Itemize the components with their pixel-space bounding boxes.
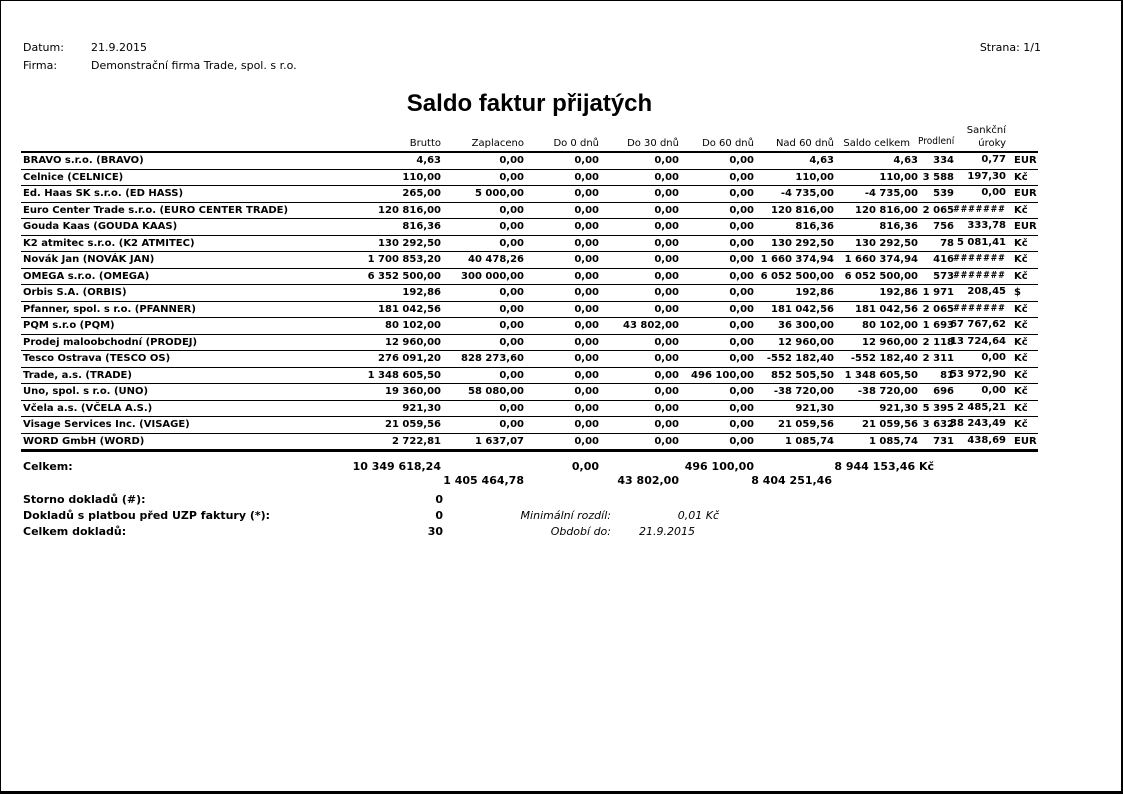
cell-nad60: 110,00 bbox=[754, 169, 834, 186]
header-do0: Do 0 dnů bbox=[524, 124, 599, 152]
cell-do0: 0,00 bbox=[524, 186, 599, 203]
cell-sankcni bbox=[950, 367, 1006, 384]
cell-sankcni bbox=[950, 334, 1006, 351]
cell-sankcni bbox=[954, 235, 1006, 252]
cell-prodleni: 2 065 bbox=[918, 301, 954, 318]
cell-currency: Kč bbox=[1006, 384, 1038, 401]
cell-currency: Kč bbox=[1006, 417, 1038, 434]
table-row bbox=[21, 400, 1038, 417]
cell-saldo: -552 182,40 bbox=[834, 351, 918, 368]
cell-do0: 0,00 bbox=[524, 268, 599, 285]
cell-zaplaceno: 828 273,60 bbox=[441, 351, 524, 368]
cell-do30: 0,00 bbox=[599, 186, 679, 203]
table-row bbox=[21, 202, 1038, 219]
cell-brutto: 4,63 bbox=[361, 152, 441, 169]
totals-zaplaceno: 1 405 464,78 bbox=[443, 474, 524, 487]
cell-partner-name: K2 atmitec s.r.o. (K2 ATMITEC) bbox=[21, 235, 361, 252]
doc-count-label: Celkem dokladů: bbox=[23, 525, 127, 538]
cell-prodleni: 573 bbox=[918, 268, 954, 285]
cell-sankcni-value: ####### bbox=[953, 302, 1006, 314]
cell-partner-name: Gouda Kaas (GOUDA KAAS) bbox=[21, 219, 361, 236]
cell-saldo: 4,63 bbox=[834, 152, 918, 169]
table-row bbox=[21, 301, 1038, 318]
cell-sankcni bbox=[954, 252, 1006, 269]
cell-sankcni-value: 0,00 bbox=[981, 352, 1006, 363]
cell-do60: 0,00 bbox=[679, 400, 754, 417]
cell-partner-name: Včela a.s. (VČELA A.S.) bbox=[21, 400, 361, 417]
cell-do0: 0,00 bbox=[524, 152, 599, 169]
cell-brutto: 265,00 bbox=[361, 186, 441, 203]
cell-sankcni-value: 197,30 bbox=[967, 170, 1006, 182]
cell-nad60: -4 735,00 bbox=[754, 186, 834, 203]
cell-partner-name: Prodej maloobchodní (PRODEJ) bbox=[21, 334, 361, 351]
cell-brutto: 192,86 bbox=[361, 285, 441, 302]
cell-brutto: 80 102,00 bbox=[361, 318, 441, 335]
cell-sankcni-value: ####### bbox=[953, 253, 1006, 264]
header-zaplaceno: Zaplaceno bbox=[441, 124, 524, 152]
cell-do30: 0,00 bbox=[599, 433, 679, 451]
cell-do60: 0,00 bbox=[679, 169, 754, 186]
cell-sankcni-value: ####### bbox=[953, 269, 1006, 281]
cell-zaplaceno: 0,00 bbox=[441, 334, 524, 351]
cell-brutto: 21 059,56 bbox=[361, 417, 441, 434]
cell-sankcni-value: 38 243,49 bbox=[950, 418, 1006, 429]
cell-do60: 0,00 bbox=[679, 252, 754, 269]
summary-section bbox=[21, 493, 1038, 543]
cell-saldo: 1 348 605,50 bbox=[834, 367, 918, 384]
cell-nad60: 192,86 bbox=[754, 285, 834, 302]
cell-zaplaceno: 300 000,00 bbox=[441, 268, 524, 285]
cell-do60: 0,00 bbox=[679, 334, 754, 351]
cell-do60: 496 100,00 bbox=[679, 367, 754, 384]
cell-prodleni: 78 bbox=[918, 235, 954, 252]
cell-sankcni bbox=[954, 169, 1006, 186]
cell-saldo: 181 042,56 bbox=[834, 301, 918, 318]
cell-zaplaceno: 0,00 bbox=[441, 417, 524, 434]
cell-brutto: 6 352 500,00 bbox=[361, 268, 441, 285]
totals-section bbox=[21, 456, 1038, 490]
table-row bbox=[21, 169, 1038, 186]
cell-sankcni bbox=[954, 351, 1006, 368]
cell-do30: 0,00 bbox=[599, 351, 679, 368]
cell-currency: Kč bbox=[1006, 400, 1038, 417]
cell-nad60: 921,30 bbox=[754, 400, 834, 417]
cell-do30: 0,00 bbox=[599, 301, 679, 318]
cell-currency: Kč bbox=[1006, 268, 1038, 285]
header-sankcni-line1: Sankční bbox=[966, 125, 1006, 136]
cell-do0: 0,00 bbox=[524, 219, 599, 236]
cell-do60: 0,00 bbox=[679, 235, 754, 252]
cell-sankcni-value: 13 724,64 bbox=[950, 335, 1006, 347]
cell-partner-name: Ed. Haas SK s.r.o. (ED HASS) bbox=[21, 186, 361, 203]
obdobi-value: 21.9.2015 bbox=[639, 525, 695, 538]
cell-brutto: 816,36 bbox=[361, 219, 441, 236]
min-rozdil-label: Minimální rozdíl: bbox=[520, 509, 611, 522]
cell-partner-name: Orbis S.A. (ORBIS) bbox=[21, 285, 361, 302]
cell-do30: 0,00 bbox=[599, 235, 679, 252]
cell-sankcni-value: 0,77 bbox=[981, 154, 1006, 165]
cell-prodleni: 756 bbox=[918, 219, 954, 236]
cell-brutto: 110,00 bbox=[361, 169, 441, 186]
cell-currency: Kč bbox=[1006, 351, 1038, 368]
cell-do0: 0,00 bbox=[524, 169, 599, 186]
table-row bbox=[21, 152, 1038, 169]
cell-saldo: 6 052 500,00 bbox=[834, 268, 918, 285]
cell-do60: 0,00 bbox=[679, 433, 754, 451]
cell-currency: Kč bbox=[1006, 334, 1038, 351]
cell-saldo: -4 735,00 bbox=[834, 186, 918, 203]
cell-sankcni-value: 5 081,41 bbox=[956, 236, 1006, 248]
cell-zaplaceno: 0,00 bbox=[441, 152, 524, 169]
cell-brutto: 276 091,20 bbox=[361, 351, 441, 368]
cell-partner-name: Trade, a.s. (TRADE) bbox=[21, 367, 361, 384]
cell-do0: 0,00 bbox=[524, 400, 599, 417]
cell-zaplaceno: 0,00 bbox=[441, 400, 524, 417]
cell-sankcni-value: 208,45 bbox=[967, 286, 1006, 297]
table-row bbox=[21, 235, 1038, 252]
cell-do30: 0,00 bbox=[599, 400, 679, 417]
cell-partner-name: Celnice (CELNICE) bbox=[21, 169, 361, 186]
company-value: Demonstrační firma Trade, spol. s r.o. bbox=[91, 59, 297, 72]
cell-prodleni: 1 971 bbox=[918, 285, 954, 302]
cell-currency: Kč bbox=[1006, 235, 1038, 252]
cell-sankcni-value: 67 767,62 bbox=[950, 319, 1006, 330]
cell-brutto: 181 042,56 bbox=[361, 301, 441, 318]
header-partner bbox=[21, 124, 361, 152]
cell-prodleni: 731 bbox=[918, 433, 954, 451]
cell-nad60: 21 059,56 bbox=[754, 417, 834, 434]
cell-saldo: 1 660 374,94 bbox=[834, 252, 918, 269]
header-saldo: Saldo celkem bbox=[834, 124, 918, 152]
cell-currency: $ bbox=[1006, 285, 1038, 302]
cell-partner-name: PQM s.r.o (PQM) bbox=[21, 318, 361, 335]
cell-partner-name: Pfanner, spol. s r.o. (PFANNER) bbox=[21, 301, 361, 318]
cell-do0: 0,00 bbox=[524, 252, 599, 269]
uzp-value: 0 bbox=[435, 509, 443, 522]
cell-brutto: 1 348 605,50 bbox=[361, 367, 441, 384]
cell-do0: 0,00 bbox=[524, 367, 599, 384]
cell-do0: 0,00 bbox=[524, 417, 599, 434]
cell-do0: 0,00 bbox=[524, 202, 599, 219]
table-row bbox=[21, 252, 1038, 269]
cell-zaplaceno: 40 478,26 bbox=[441, 252, 524, 269]
cell-currency: Kč bbox=[1006, 367, 1038, 384]
min-rozdil-value: 0,01 Kč bbox=[677, 509, 719, 522]
cell-prodleni: 2 311 bbox=[918, 351, 954, 368]
cell-do30: 0,00 bbox=[599, 384, 679, 401]
cell-do0: 0,00 bbox=[524, 351, 599, 368]
cell-sankcni-value: 0,00 bbox=[981, 187, 1006, 198]
cell-saldo: 130 292,50 bbox=[834, 235, 918, 252]
cell-zaplaceno: 0,00 bbox=[441, 219, 524, 236]
cell-brutto: 1 700 853,20 bbox=[361, 252, 441, 269]
storno-value: 0 bbox=[435, 493, 443, 506]
doc-count-value: 30 bbox=[427, 525, 443, 538]
cell-do60: 0,00 bbox=[679, 318, 754, 335]
header-do30: Do 30 dnů bbox=[599, 124, 679, 152]
cell-saldo: 1 085,74 bbox=[834, 433, 918, 451]
cell-partner-name: Tesco Ostrava (TESCO OS) bbox=[21, 351, 361, 368]
table-row bbox=[21, 318, 1038, 335]
cell-sankcni-value: 333,78 bbox=[967, 220, 1006, 231]
totals-brutto: 10 349 618,24 bbox=[352, 460, 441, 473]
cell-brutto: 19 360,00 bbox=[361, 384, 441, 401]
cell-sankcni bbox=[954, 400, 1006, 417]
cell-sankcni-value: 53 972,90 bbox=[950, 368, 1006, 380]
cell-zaplaceno: 0,00 bbox=[441, 301, 524, 318]
cell-do30: 0,00 bbox=[599, 285, 679, 302]
cell-do30: 0,00 bbox=[599, 417, 679, 434]
cell-nad60: 852 505,50 bbox=[754, 367, 834, 384]
cell-brutto: 130 292,50 bbox=[361, 235, 441, 252]
totals-do0: 0,00 bbox=[571, 460, 599, 473]
cell-prodleni: 2 118 bbox=[918, 334, 954, 351]
cell-sankcni bbox=[954, 219, 1006, 236]
cell-sankcni bbox=[954, 285, 1006, 302]
invoice-balance-table bbox=[21, 124, 1038, 452]
cell-saldo: 21 059,56 bbox=[834, 417, 918, 434]
cell-prodleni: 81 bbox=[918, 367, 954, 384]
company-label: Firma: bbox=[23, 59, 58, 72]
cell-prodleni: 696 bbox=[918, 384, 954, 401]
cell-nad60: 816,36 bbox=[754, 219, 834, 236]
cell-currency: Kč bbox=[1006, 252, 1038, 269]
cell-sankcni bbox=[954, 186, 1006, 203]
cell-currency: EUR bbox=[1006, 433, 1038, 451]
cell-do30: 0,00 bbox=[599, 202, 679, 219]
cell-saldo: 192,86 bbox=[834, 285, 918, 302]
cell-do0: 0,00 bbox=[524, 318, 599, 335]
uzp-label: Dokladů s platbou před UZP faktury (*): bbox=[23, 509, 271, 522]
cell-nad60: 1 660 374,94 bbox=[754, 252, 834, 269]
cell-prodleni: 539 bbox=[918, 186, 954, 203]
cell-zaplaceno: 0,00 bbox=[441, 367, 524, 384]
cell-saldo: 816,36 bbox=[834, 219, 918, 236]
page-number: Strana: 1/1 bbox=[979, 41, 1041, 54]
cell-sankcni bbox=[954, 202, 1006, 219]
cell-do60: 0,00 bbox=[679, 285, 754, 302]
cell-sankcni-value: 2 485,21 bbox=[956, 401, 1006, 413]
cell-nad60: 4,63 bbox=[754, 152, 834, 169]
cell-do0: 0,00 bbox=[524, 235, 599, 252]
header-currency bbox=[1006, 124, 1038, 152]
header-prodleni bbox=[918, 124, 954, 152]
cell-do30: 0,00 bbox=[599, 219, 679, 236]
cell-brutto: 12 960,00 bbox=[361, 334, 441, 351]
cell-sankcni bbox=[954, 268, 1006, 285]
cell-partner-name: Novák Jan (NOVÁK JAN) bbox=[21, 252, 361, 269]
cell-do0: 0,00 bbox=[524, 384, 599, 401]
cell-brutto: 921,30 bbox=[361, 400, 441, 417]
cell-sankcni-value: 0,00 bbox=[981, 385, 1006, 396]
cell-saldo: 921,30 bbox=[834, 400, 918, 417]
cell-sankcni bbox=[954, 384, 1006, 401]
table-row bbox=[21, 334, 1038, 351]
cell-do30: 43 802,00 bbox=[599, 318, 679, 335]
cell-do30: 0,00 bbox=[599, 268, 679, 285]
cell-do0: 0,00 bbox=[524, 285, 599, 302]
date-value: 21.9.2015 bbox=[91, 41, 147, 54]
cell-zaplaceno: 5 000,00 bbox=[441, 186, 524, 203]
cell-zaplaceno: 0,00 bbox=[441, 169, 524, 186]
cell-nad60: 6 052 500,00 bbox=[754, 268, 834, 285]
cell-zaplaceno: 58 080,00 bbox=[441, 384, 524, 401]
header-sankcni-line2: úroky bbox=[978, 138, 1006, 149]
header-sankcni bbox=[954, 124, 1006, 152]
cell-do60: 0,00 bbox=[679, 219, 754, 236]
cell-nad60: 36 300,00 bbox=[754, 318, 834, 335]
cell-do0: 0,00 bbox=[524, 433, 599, 451]
cell-nad60: 1 085,74 bbox=[754, 433, 834, 451]
cell-do60: 0,00 bbox=[679, 384, 754, 401]
cell-currency: Kč bbox=[1006, 318, 1038, 335]
page-title: Saldo faktur přijatých bbox=[406, 90, 653, 117]
cell-partner-name: OMEGA s.r.o. (OMEGA) bbox=[21, 268, 361, 285]
cell-sankcni bbox=[954, 301, 1006, 318]
header-nad60: Nad 60 dnů bbox=[754, 124, 834, 152]
cell-sankcni-value: 438,69 bbox=[967, 434, 1006, 446]
cell-sankcni bbox=[954, 433, 1006, 451]
obdobi-label: Období do: bbox=[550, 525, 611, 538]
cell-nad60: 130 292,50 bbox=[754, 235, 834, 252]
cell-currency: Kč bbox=[1006, 202, 1038, 219]
cell-nad60: 120 816,00 bbox=[754, 202, 834, 219]
cell-prodleni: 3 588 bbox=[918, 169, 954, 186]
cell-partner-name: Uno, spol. s r.o. (UNO) bbox=[21, 384, 361, 401]
table-row bbox=[21, 186, 1038, 203]
table-header-row bbox=[21, 124, 1038, 152]
totals-saldo: 8 944 153,46 Kč bbox=[834, 460, 934, 473]
totals-label: Celkem: bbox=[23, 460, 73, 473]
cell-brutto: 2 722,81 bbox=[361, 433, 441, 451]
cell-prodleni: 334 bbox=[918, 152, 954, 169]
cell-nad60: 12 960,00 bbox=[754, 334, 834, 351]
table-row bbox=[21, 367, 1038, 384]
cell-prodleni: 416 bbox=[918, 252, 954, 269]
cell-do0: 0,00 bbox=[524, 301, 599, 318]
cell-sankcni bbox=[950, 417, 1006, 434]
cell-prodleni: 3 632 bbox=[918, 417, 954, 434]
storno-label: Storno dokladů (#): bbox=[23, 493, 146, 506]
cell-nad60: -38 720,00 bbox=[754, 384, 834, 401]
cell-brutto: 120 816,00 bbox=[361, 202, 441, 219]
cell-saldo: 12 960,00 bbox=[834, 334, 918, 351]
cell-zaplaceno: 0,00 bbox=[441, 318, 524, 335]
cell-currency: EUR bbox=[1006, 152, 1038, 169]
cell-zaplaceno: 0,00 bbox=[441, 235, 524, 252]
date-label: Datum: bbox=[23, 41, 64, 54]
table-row bbox=[21, 268, 1038, 285]
totals-nad60: 8 404 251,46 bbox=[751, 474, 832, 487]
cell-do30: 0,00 bbox=[599, 334, 679, 351]
header-brutto: Brutto bbox=[361, 124, 441, 152]
header-do60: Do 60 dnů bbox=[679, 124, 754, 152]
cell-partner-name: Visage Services Inc. (VISAGE) bbox=[21, 417, 361, 434]
cell-saldo: 120 816,00 bbox=[834, 202, 918, 219]
cell-do30: 0,00 bbox=[599, 252, 679, 269]
cell-partner-name: WORD GmbH (WORD) bbox=[21, 433, 361, 451]
cell-prodleni: 5 395 bbox=[918, 400, 954, 417]
cell-do60: 0,00 bbox=[679, 202, 754, 219]
cell-currency: Kč bbox=[1006, 169, 1038, 186]
cell-do60: 0,00 bbox=[679, 268, 754, 285]
cell-do0: 0,00 bbox=[524, 334, 599, 351]
cell-do30: 0,00 bbox=[599, 169, 679, 186]
cell-nad60: -552 182,40 bbox=[754, 351, 834, 368]
cell-prodleni: 2 065 bbox=[918, 202, 954, 219]
cell-saldo: 80 102,00 bbox=[834, 318, 918, 335]
cell-sankcni bbox=[954, 152, 1006, 169]
cell-zaplaceno: 0,00 bbox=[441, 202, 524, 219]
table-row bbox=[21, 285, 1038, 302]
totals-do60: 496 100,00 bbox=[684, 460, 754, 473]
table-row bbox=[21, 384, 1038, 401]
cell-saldo: -38 720,00 bbox=[834, 384, 918, 401]
cell-do30: 0,00 bbox=[599, 367, 679, 384]
cell-nad60: 181 042,56 bbox=[754, 301, 834, 318]
cell-do60: 0,00 bbox=[679, 301, 754, 318]
table-row bbox=[21, 219, 1038, 236]
cell-do60: 0,00 bbox=[679, 417, 754, 434]
table-row bbox=[21, 351, 1038, 368]
cell-zaplaceno: 1 637,07 bbox=[441, 433, 524, 451]
cell-zaplaceno: 0,00 bbox=[441, 285, 524, 302]
cell-partner-name: Euro Center Trade s.r.o. (EURO CENTER TRADE) bbox=[21, 202, 361, 219]
totals-do30: 43 802,00 bbox=[617, 474, 679, 487]
cell-saldo: 110,00 bbox=[834, 169, 918, 186]
cell-do60: 0,00 bbox=[679, 152, 754, 169]
cell-currency: EUR bbox=[1006, 219, 1038, 236]
cell-do60: 0,00 bbox=[679, 351, 754, 368]
cell-sankcni-value: ####### bbox=[953, 203, 1006, 215]
cell-sankcni bbox=[950, 318, 1006, 335]
header-prodleni-text: Prodlení bbox=[917, 136, 954, 147]
table-row bbox=[21, 417, 1038, 434]
cell-prodleni: 1 693 bbox=[918, 318, 954, 335]
cell-currency: Kč bbox=[1006, 301, 1038, 318]
table-row bbox=[21, 433, 1038, 451]
cell-partner-name: BRAVO s.r.o. (BRAVO) bbox=[21, 152, 361, 169]
cell-currency: EUR bbox=[1006, 186, 1038, 203]
cell-do60: 0,00 bbox=[679, 186, 754, 203]
cell-do30: 0,00 bbox=[599, 152, 679, 169]
